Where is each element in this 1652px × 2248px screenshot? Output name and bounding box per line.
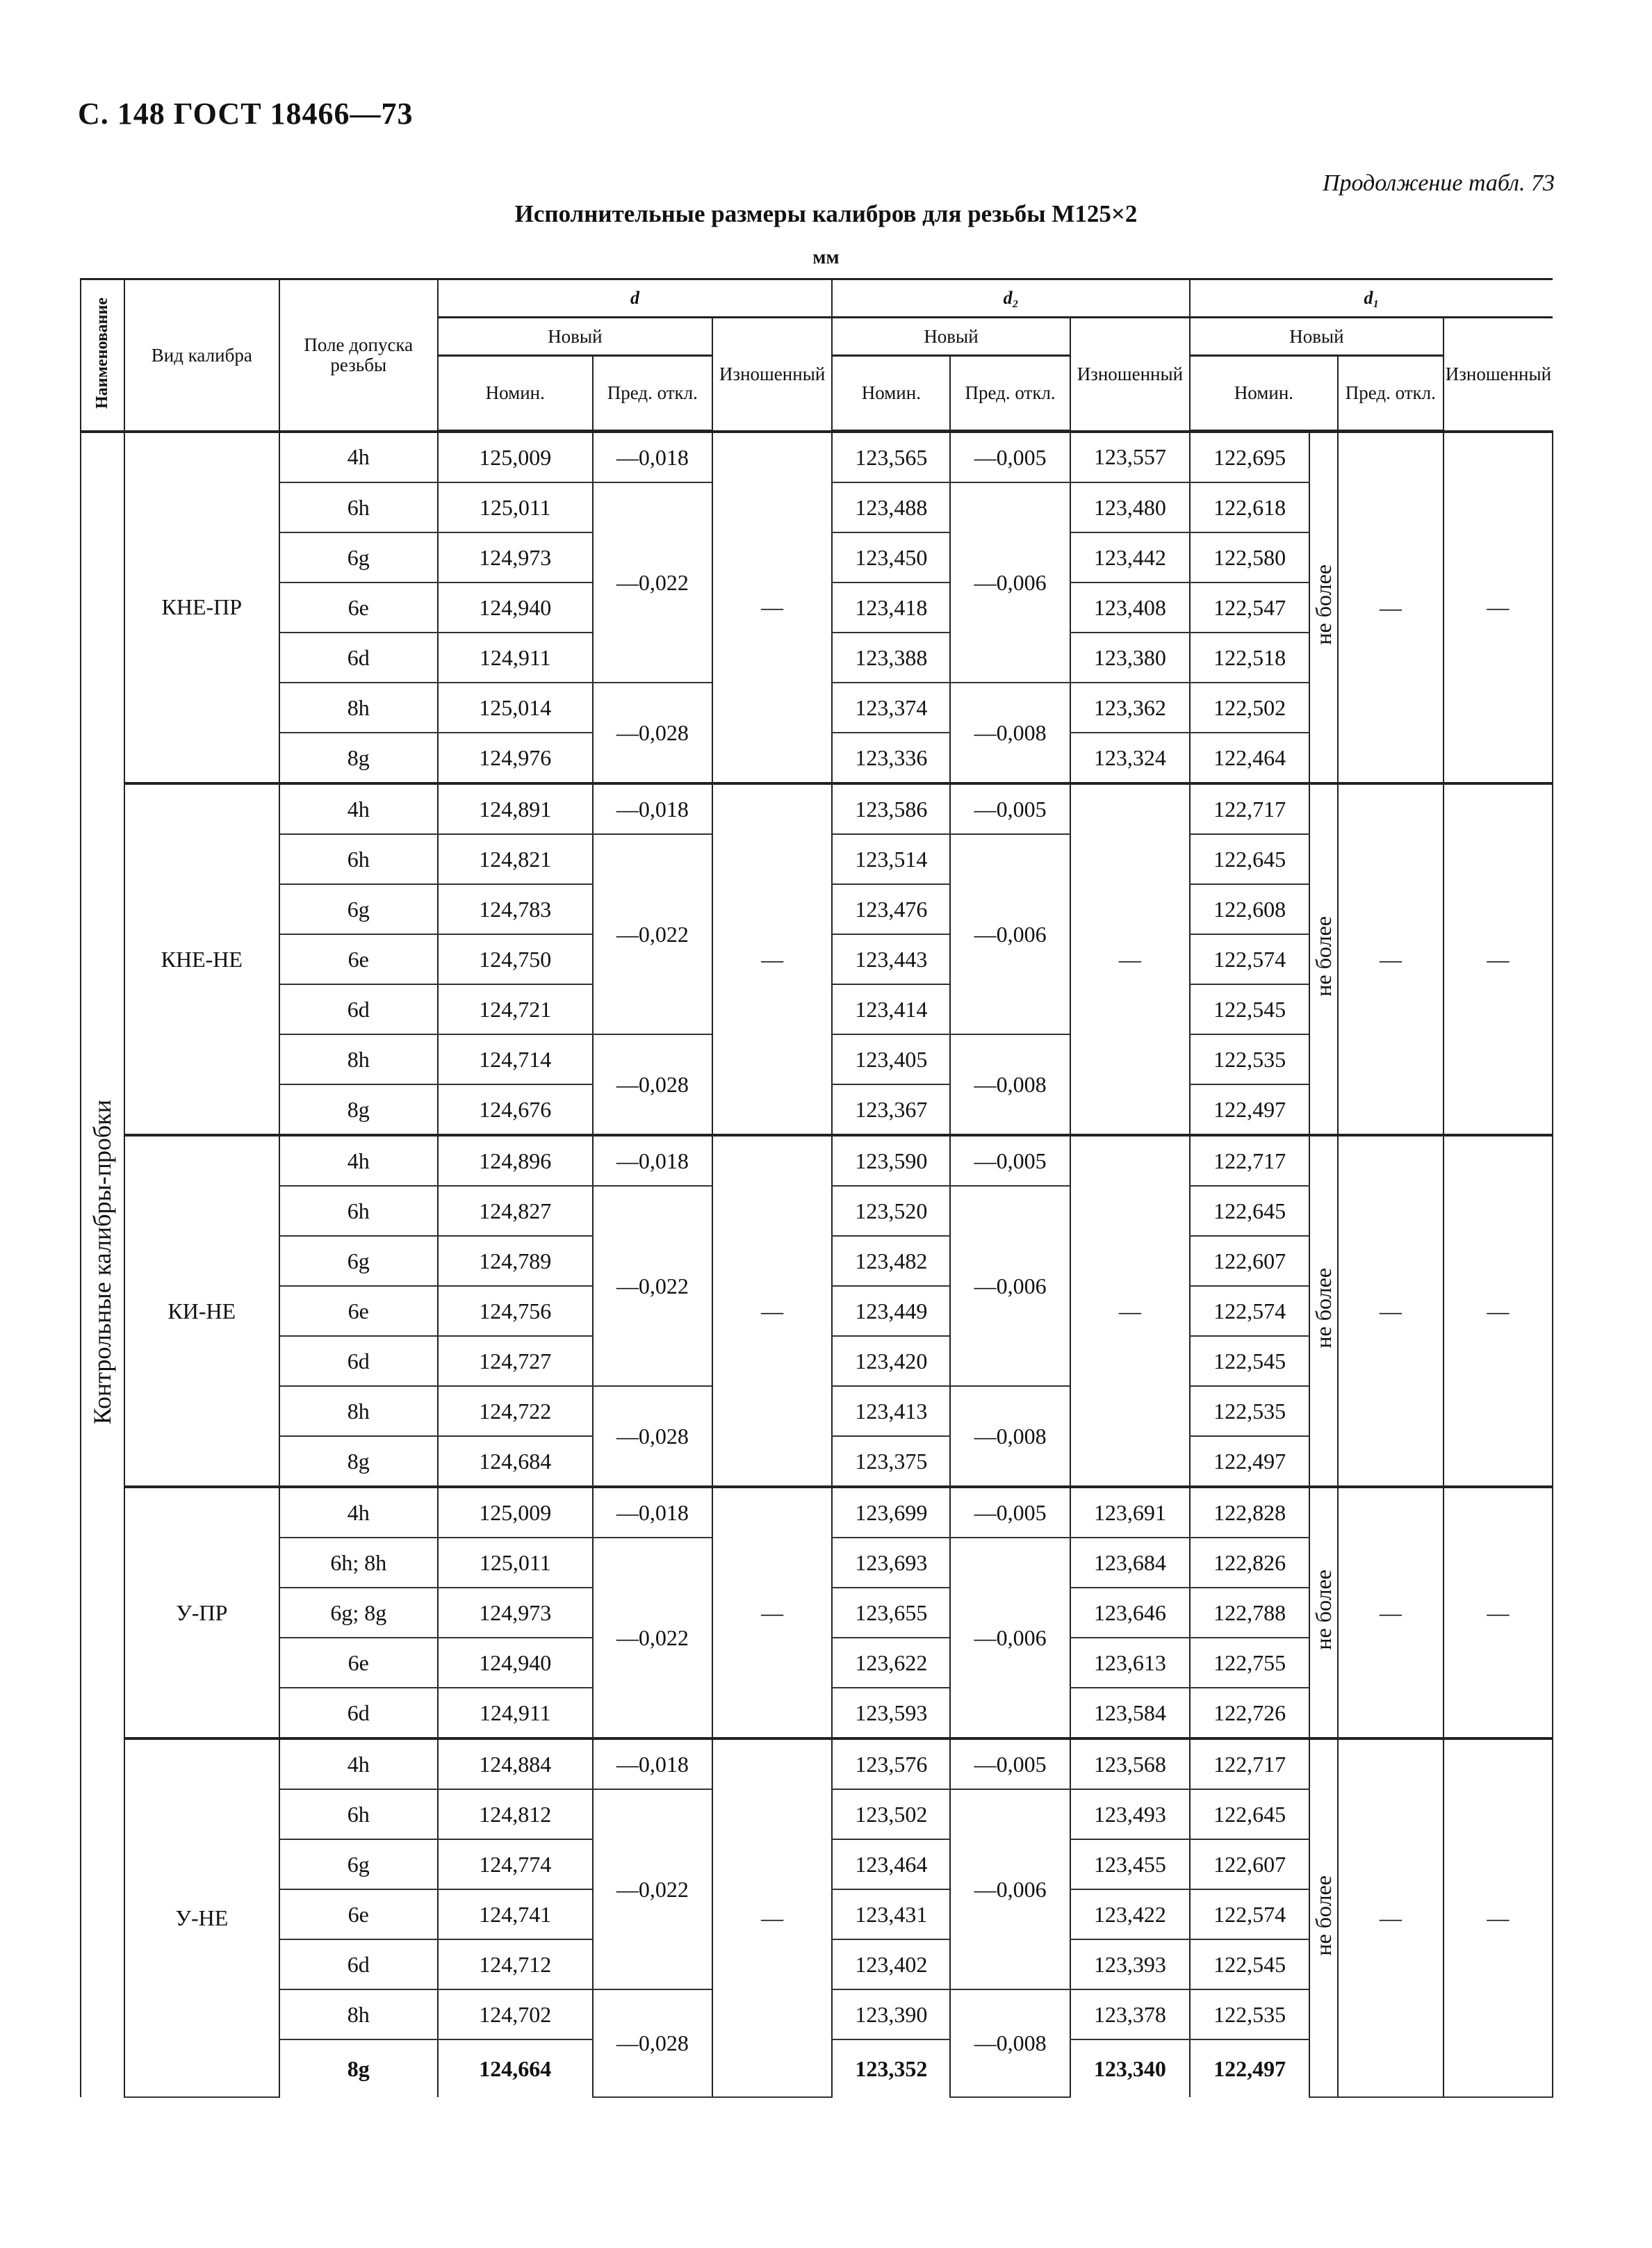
d2-nominal: 123,375 <box>832 1436 950 1487</box>
tolerance-field: 4h <box>279 1487 438 1538</box>
d2-worn: 123,408 <box>1070 583 1190 633</box>
d2-nominal: 123,413 <box>832 1386 950 1436</box>
d2-nominal: 123,520 <box>832 1186 950 1236</box>
tolerance-field: 8h <box>279 1034 438 1084</box>
d-nominal: 124,827 <box>438 1186 593 1236</box>
d-nominal: 124,721 <box>438 984 593 1034</box>
tolerance-field: 6e <box>279 934 438 984</box>
d-nominal: 124,891 <box>438 783 593 834</box>
d-deviation: —0,018 <box>593 1135 712 1186</box>
d2-worn: 123,613 <box>1070 1638 1190 1688</box>
tolerance-field: 4h <box>279 432 438 483</box>
d1-nominal: 122,717 <box>1190 783 1309 834</box>
d2-deviation: —0,006 <box>950 1186 1070 1386</box>
d1-nominal: 122,535 <box>1190 1989 1309 2039</box>
d-nominal: 125,014 <box>438 683 593 733</box>
d2-worn: 123,691 <box>1070 1487 1190 1538</box>
d1-worn: — <box>1444 783 1553 1135</box>
d-nominal: 124,756 <box>438 1286 593 1336</box>
d2-worn: 123,646 <box>1070 1588 1190 1638</box>
limit-note-text: не более <box>1311 1268 1336 1349</box>
gauge-type-name: У-ПР <box>124 1487 279 1738</box>
d2-nominal: 123,476 <box>832 884 950 934</box>
d1-deviation: — <box>1338 783 1444 1135</box>
tolerance-field: 6e <box>279 1286 438 1336</box>
d1-worn: — <box>1444 1738 1553 2097</box>
d2-nominal: 123,367 <box>832 1084 950 1135</box>
d1-nominal: 122,574 <box>1190 1889 1309 1939</box>
d-nominal: 124,676 <box>438 1084 593 1135</box>
d1-nominal: 122,535 <box>1190 1034 1309 1084</box>
d2-worn: 123,362 <box>1070 683 1190 733</box>
d2-nominal: 123,565 <box>832 432 950 483</box>
d1-nominal: 122,788 <box>1190 1588 1309 1638</box>
d2-nominal: 123,586 <box>832 783 950 834</box>
d-nominal: 124,940 <box>438 583 593 633</box>
header-d: d <box>438 279 832 318</box>
d1-nominal: 122,580 <box>1190 532 1309 583</box>
d1-nominal: 122,717 <box>1190 1135 1309 1186</box>
tolerance-field: 6g <box>279 1236 438 1286</box>
d-deviation: —0,018 <box>593 783 712 834</box>
d-deviation: —0,028 <box>593 683 712 783</box>
d2-deviation: —0,008 <box>950 1034 1070 1135</box>
d1-nominal: 122,497 <box>1190 2039 1309 2097</box>
d-deviation: —0,022 <box>593 1186 712 1386</box>
d2-worn: — <box>1070 783 1190 1135</box>
d2-nominal: 123,699 <box>832 1487 950 1538</box>
header-d2: d₂ <box>832 279 1190 318</box>
d2-nominal: 123,576 <box>832 1738 950 1789</box>
d2-deviation: —0,008 <box>950 1386 1070 1487</box>
tolerance-field: 6e <box>279 1638 438 1688</box>
d-nominal: 124,896 <box>438 1135 593 1186</box>
d2-worn: 123,422 <box>1070 1889 1190 1939</box>
d2-nominal: 123,482 <box>832 1236 950 1286</box>
d1-nominal: 122,826 <box>1190 1538 1309 1588</box>
limit-note-text: не более <box>1311 564 1336 645</box>
d-nominal: 124,727 <box>438 1336 593 1386</box>
d1-limit-note <box>1309 1738 1338 2097</box>
d2-deviation: —0,005 <box>950 1135 1070 1186</box>
d2-worn: 123,455 <box>1070 1839 1190 1889</box>
d-deviation: —0,022 <box>593 1789 712 1989</box>
tolerance-field: 6e <box>279 583 438 633</box>
d2-nominal: 123,449 <box>832 1286 950 1336</box>
limit-note-text: не более <box>1311 916 1336 997</box>
tolerance-field: 8g <box>279 1084 438 1135</box>
limit-note-text: не более <box>1311 1875 1336 1956</box>
gauge-type-name: У-НЕ <box>124 1738 279 2097</box>
d-nominal: 124,750 <box>438 934 593 984</box>
d-nominal: 124,722 <box>438 1386 593 1436</box>
d-nominal: 124,911 <box>438 1688 593 1738</box>
d2-nominal: 123,336 <box>832 733 950 783</box>
d-nominal: 124,973 <box>438 1588 593 1638</box>
d2-worn: 123,442 <box>1070 532 1190 583</box>
d-worn: — <box>712 432 832 784</box>
d2-nominal: 123,450 <box>832 532 950 583</box>
tolerance-field: 8g <box>279 2039 438 2097</box>
d2-nominal: 123,693 <box>832 1538 950 1588</box>
page-header: С. 148 ГОСТ 18466—73 <box>78 97 414 131</box>
d1-nominal: 122,518 <box>1190 633 1309 683</box>
table-row <box>81 1135 1553 1186</box>
tolerance-field: 6h <box>279 1789 438 1839</box>
d1-worn: — <box>1444 1487 1553 1738</box>
d2-nominal: 123,352 <box>832 2039 950 2097</box>
d2-worn: 123,584 <box>1070 1688 1190 1738</box>
tolerance-field: 6g; 8g <box>279 1588 438 1638</box>
d-worn: — <box>712 1738 832 2097</box>
d-nominal: 124,940 <box>438 1638 593 1688</box>
d-deviation: —0,028 <box>593 1386 712 1487</box>
d-nominal: 124,684 <box>438 1436 593 1487</box>
header-d-nominal: Номин. <box>438 356 593 432</box>
d-deviation: —0,028 <box>593 1034 712 1135</box>
d1-nominal: 122,607 <box>1190 1839 1309 1889</box>
header-d2-worn: Изношенный <box>1070 318 1190 432</box>
tolerance-field: 8h <box>279 683 438 733</box>
d-deviation: —0,022 <box>593 834 712 1034</box>
d1-limit-note <box>1309 432 1338 784</box>
tolerance-field: 8h <box>279 1386 438 1436</box>
d-deviation: —0,022 <box>593 1538 712 1738</box>
d2-worn: — <box>1070 1135 1190 1487</box>
tolerance-field: 8g <box>279 1436 438 1487</box>
tolerance-field: 8g <box>279 733 438 783</box>
d2-worn: 123,380 <box>1070 633 1190 683</box>
table-continuation-note: Продолжение табл. 73 <box>1322 170 1555 196</box>
header-gauge-type: Вид калибра <box>124 279 279 432</box>
d2-deviation: —0,006 <box>950 1538 1070 1738</box>
d1-deviation: — <box>1338 1487 1444 1738</box>
d-deviation: —0,018 <box>593 432 712 483</box>
d2-nominal: 123,388 <box>832 633 950 683</box>
d2-worn: 123,340 <box>1070 2039 1190 2097</box>
tolerance-field: 6h; 8h <box>279 1538 438 1588</box>
d1-nominal: 122,545 <box>1190 1939 1309 1989</box>
header-d2-deviation: Пред. откл. <box>950 356 1070 432</box>
d-nominal: 125,009 <box>438 432 593 483</box>
tolerance-field: 4h <box>279 783 438 834</box>
d1-deviation: — <box>1338 1738 1444 2097</box>
d-deviation: —0,018 <box>593 1738 712 1789</box>
d2-nominal: 123,590 <box>832 1135 950 1186</box>
d-worn: — <box>712 1135 832 1487</box>
d-nominal: 124,741 <box>438 1889 593 1939</box>
header-name: Наименование <box>81 279 124 432</box>
d-deviation: —0,022 <box>593 482 712 683</box>
d2-worn: 123,684 <box>1070 1538 1190 1588</box>
d-nominal: 124,911 <box>438 633 593 683</box>
table-row <box>81 1738 1553 1789</box>
table-row <box>81 1487 1553 1538</box>
d1-nominal: 122,547 <box>1190 583 1309 633</box>
d1-nominal: 122,755 <box>1190 1638 1309 1688</box>
d2-worn: 123,393 <box>1070 1939 1190 1989</box>
d2-worn: 123,557 <box>1070 432 1190 483</box>
header-d1-nominal: Номин. <box>1190 356 1338 432</box>
tolerance-field: 6d <box>279 984 438 1034</box>
d1-nominal: 122,545 <box>1190 1336 1309 1386</box>
d1-nominal: 122,497 <box>1190 1084 1309 1135</box>
d-nominal: 124,712 <box>438 1939 593 1989</box>
tolerance-field: 4h <box>279 1135 438 1186</box>
tolerance-field: 6d <box>279 1688 438 1738</box>
d2-nominal: 123,502 <box>832 1789 950 1839</box>
d2-deviation: —0,005 <box>950 432 1070 483</box>
d1-nominal: 122,828 <box>1190 1487 1309 1538</box>
d2-deviation: —0,006 <box>950 834 1070 1034</box>
header-d1-deviation: Пред. откл. <box>1338 356 1444 432</box>
d2-nominal: 123,488 <box>832 482 950 532</box>
d1-nominal: 122,574 <box>1190 1286 1309 1336</box>
d2-nominal: 123,514 <box>832 834 950 884</box>
d1-nominal: 122,464 <box>1190 733 1309 783</box>
d-deviation: —0,028 <box>593 1989 712 2097</box>
d1-worn: — <box>1444 432 1553 784</box>
d2-nominal: 123,414 <box>832 984 950 1034</box>
gauge-dimensions-table <box>80 278 1553 2098</box>
tolerance-field: 6h <box>279 834 438 884</box>
tolerance-field: 6g <box>279 884 438 934</box>
d-nominal: 124,714 <box>438 1034 593 1084</box>
d1-nominal: 122,607 <box>1190 1236 1309 1286</box>
d2-nominal: 123,418 <box>832 583 950 633</box>
d2-deviation: —0,005 <box>950 783 1070 834</box>
d2-nominal: 123,655 <box>832 1588 950 1638</box>
header-d1-new: Новый <box>1190 318 1444 356</box>
d1-nominal: 122,545 <box>1190 984 1309 1034</box>
category-label <box>81 432 124 2098</box>
d-worn: — <box>712 1487 832 1738</box>
d2-worn: 123,324 <box>1070 733 1190 783</box>
header-d2-new: Новый <box>832 318 1070 356</box>
d-nominal: 124,973 <box>438 532 593 583</box>
d-worn: — <box>712 783 832 1135</box>
d1-deviation: — <box>1338 432 1444 784</box>
d1-nominal: 122,497 <box>1190 1436 1309 1487</box>
d2-nominal: 123,420 <box>832 1336 950 1386</box>
d1-limit-note <box>1309 783 1338 1135</box>
table-row <box>81 783 1553 834</box>
d2-worn: 123,378 <box>1070 1989 1190 2039</box>
header-d1: d₁ <box>1190 279 1553 318</box>
d1-limit-note <box>1309 1135 1338 1487</box>
d1-nominal: 122,645 <box>1190 1186 1309 1236</box>
gauge-type-name: КНЕ-ПР <box>124 432 279 784</box>
d2-worn: 123,480 <box>1070 482 1190 532</box>
d2-deviation: —0,008 <box>950 683 1070 783</box>
d2-nominal: 123,374 <box>832 683 950 733</box>
d1-nominal: 122,574 <box>1190 934 1309 984</box>
d-nominal: 124,821 <box>438 834 593 884</box>
tolerance-field: 6h <box>279 482 438 532</box>
d-nominal: 125,011 <box>438 482 593 532</box>
d2-worn: 123,493 <box>1070 1789 1190 1839</box>
d2-worn: 123,568 <box>1070 1738 1190 1789</box>
d2-deviation: —0,005 <box>950 1738 1070 1789</box>
d1-nominal: 122,645 <box>1190 1789 1309 1839</box>
header-tolerance-field: Поле допуска резьбы <box>279 279 438 432</box>
d2-nominal: 123,443 <box>832 934 950 984</box>
d1-nominal: 122,726 <box>1190 1688 1309 1738</box>
d2-nominal: 123,593 <box>832 1688 950 1738</box>
d-nominal: 124,812 <box>438 1789 593 1839</box>
tolerance-field: 6d <box>279 1336 438 1386</box>
d2-deviation: —0,005 <box>950 1487 1070 1538</box>
d2-nominal: 123,464 <box>832 1839 950 1889</box>
d2-nominal: 123,390 <box>832 1989 950 2039</box>
header-d-deviation: Пред. откл. <box>593 356 712 432</box>
tolerance-field: 6d <box>279 633 438 683</box>
d2-nominal: 123,622 <box>832 1638 950 1688</box>
d-nominal: 124,976 <box>438 733 593 783</box>
d-nominal: 125,009 <box>438 1487 593 1538</box>
d1-nominal: 122,608 <box>1190 884 1309 934</box>
d-nominal: 124,783 <box>438 884 593 934</box>
tolerance-field: 4h <box>279 1738 438 1789</box>
header-d2-nominal: Номин. <box>832 356 950 432</box>
d1-nominal: 122,618 <box>1190 482 1309 532</box>
header-d1-worn: Изношенный <box>1444 318 1553 432</box>
limit-note-text: не более <box>1311 1570 1336 1650</box>
header-d-worn: Изношенный <box>712 318 832 432</box>
tolerance-field: 6d <box>279 1939 438 1989</box>
units-label: мм <box>812 247 840 268</box>
tolerance-field: 6h <box>279 1186 438 1236</box>
d1-nominal: 122,645 <box>1190 834 1309 884</box>
d1-deviation: — <box>1338 1135 1444 1487</box>
d2-deviation: —0,008 <box>950 1989 1070 2097</box>
d1-nominal: 122,502 <box>1190 683 1309 733</box>
d1-nominal: 122,695 <box>1190 432 1309 483</box>
tolerance-field: 6g <box>279 532 438 583</box>
gauge-type-name: КНЕ-НЕ <box>124 783 279 1135</box>
d2-nominal: 123,431 <box>832 1889 950 1939</box>
d-nominal: 125,011 <box>438 1538 593 1588</box>
d-nominal: 124,884 <box>438 1738 593 1789</box>
d2-nominal: 123,402 <box>832 1939 950 1989</box>
d2-deviation: —0,006 <box>950 482 1070 683</box>
d2-nominal: 123,405 <box>832 1034 950 1084</box>
d-nominal: 124,664 <box>438 2039 593 2097</box>
tolerance-field: 8h <box>279 1989 438 2039</box>
table-title: Исполнительные размеры калибров для резьбы M125×2 <box>514 200 1138 227</box>
tolerance-field: 6e <box>279 1889 438 1939</box>
d-nominal: 124,774 <box>438 1839 593 1889</box>
d2-deviation: —0,006 <box>950 1789 1070 1989</box>
d-deviation: —0,018 <box>593 1487 712 1538</box>
category-text: Контрольные калибры-пробки <box>88 1100 117 1425</box>
header-d-new: Новый <box>438 318 712 356</box>
d1-worn: — <box>1444 1135 1553 1487</box>
d1-nominal: 122,717 <box>1190 1738 1309 1789</box>
d-nominal: 124,702 <box>438 1989 593 2039</box>
d1-nominal: 122,535 <box>1190 1386 1309 1436</box>
d-nominal: 124,789 <box>438 1236 593 1286</box>
d1-limit-note <box>1309 1487 1338 1738</box>
table-row <box>81 432 1553 483</box>
tolerance-field: 6g <box>279 1839 438 1889</box>
gauge-type-name: КИ-НЕ <box>124 1135 279 1487</box>
